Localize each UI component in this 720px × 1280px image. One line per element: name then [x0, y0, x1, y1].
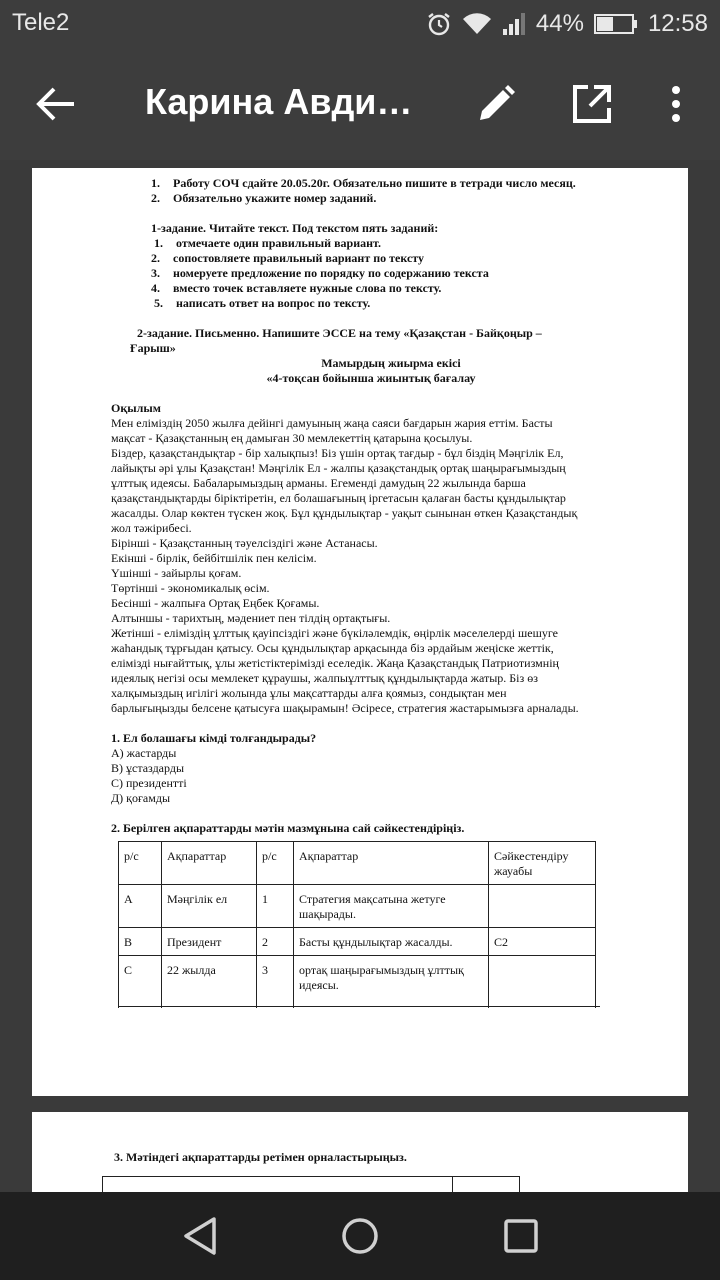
- task1-item: 4. вместо точек вставляете нужные слова по тексту.: [151, 281, 442, 295]
- table-cell: 2: [257, 928, 294, 956]
- document-page-1: [32, 168, 688, 1096]
- edit-pencil-icon[interactable]: [476, 84, 516, 129]
- text-line: жол тәжірибесі.: [111, 521, 192, 535]
- back-triangle-icon[interactable]: [182, 1216, 218, 1261]
- answer-option: В) ұстаздарды: [111, 761, 185, 775]
- text-line: Мен еліміздің 2050 жылға дейінгі дамуының жаңа саяси бағдарын жария еттім. Басты: [111, 416, 553, 430]
- table-header: Ақпараттар: [162, 842, 257, 885]
- matching-table: [118, 841, 596, 1008]
- table-cell: С2: [489, 928, 596, 956]
- table-header: р/с: [257, 842, 294, 885]
- table-header: Ақпараттар: [294, 842, 489, 885]
- answer-option: А) жастарды: [111, 746, 177, 760]
- signal-icon: [502, 12, 526, 36]
- clock: 12:58: [647, 10, 708, 37]
- task1-item: 1. отмечаете один правильный вариант.: [154, 236, 382, 250]
- table-cell: Басты құндылықтар жасалды.: [294, 928, 489, 956]
- table-cell: С: [119, 956, 162, 1009]
- text-line: халқымыздың игілігі жолында ұлы мақсаттарды алға қоямыз, сондықтан мен: [111, 686, 507, 700]
- task1-list: [111, 236, 611, 311]
- text-line: Алтыншы - тарихтың, мәдениет пен тілдің ортақтығы.: [111, 611, 391, 625]
- back-arrow-icon[interactable]: [34, 84, 78, 124]
- home-circle-icon[interactable]: [341, 1216, 379, 1261]
- top-instructions: [111, 176, 611, 206]
- carrier-name: Tele2: [12, 9, 70, 36]
- question-1-options: [111, 746, 611, 806]
- text-line: мақсат - Қазақстанның ең дамыған 30 мемлекеттің қатарына қосылуы.: [111, 431, 473, 445]
- status-icons: [426, 0, 708, 48]
- battery-icon: [594, 12, 638, 36]
- task2-line: Ғарыш»: [130, 341, 176, 355]
- text-line: идеялық негізі осы мемлекет құраушы, жалпыұлттық құндылықтарда жатыр. Біз өз: [111, 671, 538, 685]
- status-bar: [0, 0, 720, 48]
- table-cell: [489, 885, 596, 928]
- order-table-divider: [452, 1177, 453, 1192]
- text-line: жасалды. Олар көктен түскен жоқ. Бұл құндылықтар - уақыт сынынан өткен Қазақстандық: [111, 506, 578, 520]
- doc-title-line: «4-тоқсан бойынша жиынтық бағалау: [266, 371, 476, 385]
- text-line: барлығыңызды белсене қатысуға шақырамын! Әсіресе, стратегия жастарымызға арналады.: [111, 701, 579, 715]
- app-bar: [0, 48, 720, 160]
- task1-item: 5. написать ответ на вопрос по тексту.: [154, 296, 371, 310]
- text-line: елімізді нығайттық, ұлы жетістіктерімізді еселедік. Жаңа Қазақстандық Патриотизмнің: [111, 656, 559, 670]
- table-header: Сәйкестендіру жауабы: [489, 842, 596, 885]
- table-cell: ортақ шаңырағымыздың ұлттық идеясы.: [294, 956, 489, 1009]
- table-cell: Стратегия мақсатына жетуге шақырады.: [294, 885, 489, 928]
- table-cell: Президент: [162, 928, 257, 956]
- text-line: лайықты әрі ұлы Қазақстан! Мәңгілік Ел - жалпы қазақстандық ортақ шаңырағымыздың: [111, 461, 566, 475]
- table-cell: 3: [257, 956, 294, 1009]
- table-row: [119, 956, 596, 1009]
- more-vert-icon[interactable]: [664, 84, 688, 129]
- question-2: 2. Берілген ақпараттарды мәтін мазмұнына сай сәйкестендіріңіз.: [111, 821, 465, 835]
- text-line: жаһандық тұрғыдан қатысу. Осы құндылықтар арқасында біз әрдайым жеңіске жеттік,: [111, 641, 554, 655]
- wifi-icon: [462, 12, 492, 36]
- table-header: р/с: [119, 842, 162, 885]
- question-3: 3. Мәтіндегі ақпараттарды ретімен орналастырыңыз.: [114, 1150, 407, 1164]
- table-row: [119, 885, 596, 928]
- section-label: Оқылым: [111, 401, 161, 415]
- recents-square-icon[interactable]: [503, 1216, 539, 1261]
- task1-item: 3. номеруете предложение по порядку по содержанию текста: [151, 266, 489, 280]
- instruction-line: 1. Работу СОЧ сдайте 20.05.20г. Обязательно пишите в тетради число месяц.: [151, 176, 576, 190]
- reading-text: [111, 416, 611, 716]
- table-header-row: [119, 842, 596, 885]
- task1-item: 2. сопостовляете правильный вариант по тексту: [151, 251, 425, 265]
- document-viewer[interactable]: [0, 160, 720, 1192]
- open-external-icon[interactable]: [572, 84, 612, 129]
- text-line: Екінші - бірлік, бейбітшілік пен келісім.: [111, 551, 317, 565]
- text-line: Бірінші - Қазақстанның тәуелсіздігі және Астанасы.: [111, 536, 378, 550]
- text-line: Жетінші - еліміздің ұлттық қауіпсіздігі және бүкіләлемдік, өңірлік мәселелерді шешуге: [111, 626, 558, 640]
- table-cell: А: [119, 885, 162, 928]
- table-cell: 22 жылда: [162, 956, 257, 1009]
- table-bottom-edge: [118, 1006, 600, 1007]
- table-row: [119, 928, 596, 956]
- text-line: Бесінші - жалпыға Ортақ Еңбек Қоғамы.: [111, 596, 320, 610]
- order-table: [102, 1176, 520, 1192]
- document-title: Карина Авди…: [145, 81, 413, 122]
- document-content: [111, 176, 611, 836]
- text-line: ұлттық идеясы. Бабаларымыздың арманы. Егеменді дамудың 22 жылында барша: [111, 476, 526, 490]
- text-line: Төртінші - экономикалық өсім.: [111, 581, 270, 595]
- answer-option: Д) қоғамды: [111, 791, 171, 805]
- table-cell: [489, 956, 596, 1009]
- table-cell: Мәңгілік ел: [162, 885, 257, 928]
- system-nav-bar: [0, 1192, 720, 1280]
- doc-title-line: Мамырдың жиырма екісі: [321, 356, 461, 370]
- text-line: Біздер, қазақстандықтар - бір халықпыз! Біз үшін ортақ тағдыр - бұл біздің Мәңгілік Ел,: [111, 446, 564, 460]
- battery-percent: 44%: [535, 10, 584, 37]
- task2-line: 2-задание. Письменно. Напишите ЭССЕ на тему «Қазақстан - Байқоңыр –: [137, 326, 542, 340]
- answer-option: С) президентті: [111, 776, 187, 790]
- text-line: қазақстандықтарды біріктіретін, ел болашағының іргетасын қалаған басты құндылықтар: [111, 491, 566, 505]
- task1-heading: 1-задание. Читайте текст. Под текстом пять заданий:: [151, 221, 439, 235]
- table-cell: 1: [257, 885, 294, 928]
- instruction-line: 2. Обязательно укажите номер заданий.: [151, 191, 377, 205]
- question-1: 1. Ел болашағы кімді толғандырады?: [111, 731, 317, 745]
- document-page-2: [32, 1112, 688, 1192]
- table-cell: В: [119, 928, 162, 956]
- alarm-icon: [426, 11, 452, 37]
- text-line: Үшінші - зайырлы қоғам.: [111, 566, 242, 580]
